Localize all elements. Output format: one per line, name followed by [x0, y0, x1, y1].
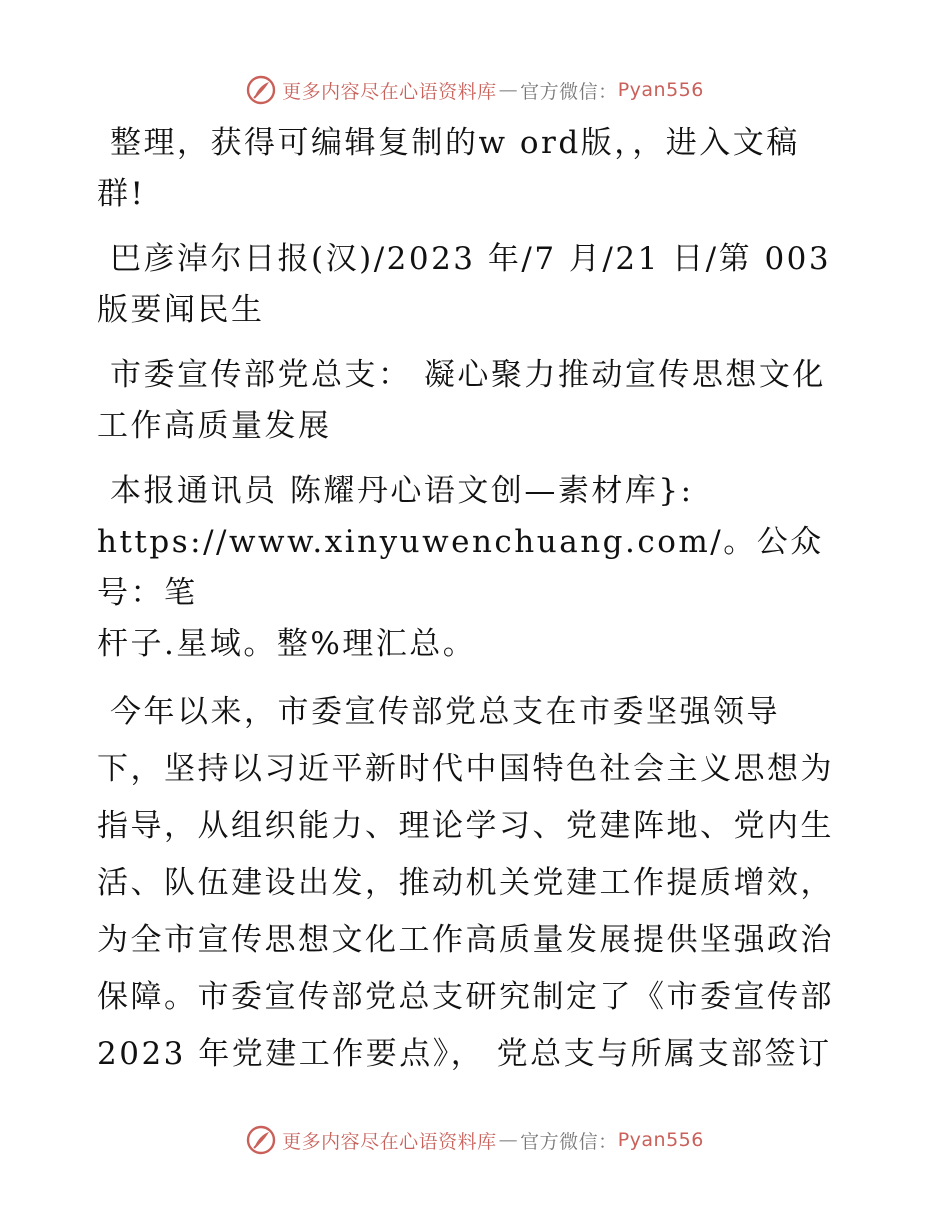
text-line: 指导，从组织能力、理论学习、党建阵地、党内生 [97, 808, 834, 844]
text-line: 群! [97, 176, 146, 212]
paragraph-headline [97, 350, 857, 452]
text-line: 活、队伍建设出发，推动机关党建工作提质增效， [97, 865, 834, 901]
paragraph-byline [97, 466, 857, 670]
footer-watermark [0, 1120, 950, 1160]
watermark-label: 官方微信： [520, 1130, 618, 1153]
text-line: 巴彦淖尔日报(汉)/2023 年/7 月/21 日/第 003 [110, 241, 832, 277]
text-line: 整理，获得可编辑复制的w ord版，，进入文稿 [110, 125, 800, 161]
paragraph-body [97, 684, 857, 1083]
paragraph-source [97, 234, 857, 336]
text-line: https://www.xinyuwenchuang.com/。公众号：笔 [97, 524, 824, 611]
text-line: 杆子.星域。整%理汇总。 [97, 626, 477, 662]
text-line: 工作高质量发展 [97, 408, 332, 444]
paragraph-intro [97, 118, 857, 220]
feather-pen-seal-icon [246, 75, 276, 105]
text-line: 保障。市委宣传部党总支研究制定了《市委宣传部 [97, 979, 834, 1015]
header-watermark [0, 70, 950, 110]
text-line: 2023 年党建工作要点》， 党总支与所属支部签订 [97, 1036, 832, 1072]
text-line: 今年以来，市委宣传部党总支在市委坚强领导 [110, 694, 780, 730]
document-body [97, 118, 857, 1097]
text-line: 市委宣传部党总支： 凝心聚力推动宣传思想文化 [110, 357, 826, 393]
watermark-separator: — [498, 79, 519, 101]
watermark-handle: Pyan556 [617, 1129, 704, 1151]
text-line: 本报通讯员 陈耀丹心语文创—素材库}: [110, 473, 694, 509]
text-line: 版要闻民生 [97, 292, 265, 328]
watermark-label: 官方微信： [520, 80, 618, 103]
watermark-separator: — [498, 1129, 519, 1151]
text-line: 下，坚持以习近平新时代中国特色社会主义思想为 [97, 751, 834, 787]
feather-pen-seal-icon [246, 1125, 276, 1155]
watermark-brand: 更多内容尽在心语资料库 [282, 80, 497, 103]
text-line: 为全市宣传思想文化工作高质量发展提供坚强政治 [97, 922, 834, 958]
watermark-brand: 更多内容尽在心语资料库 [282, 1130, 497, 1153]
watermark-handle: Pyan556 [617, 79, 704, 101]
